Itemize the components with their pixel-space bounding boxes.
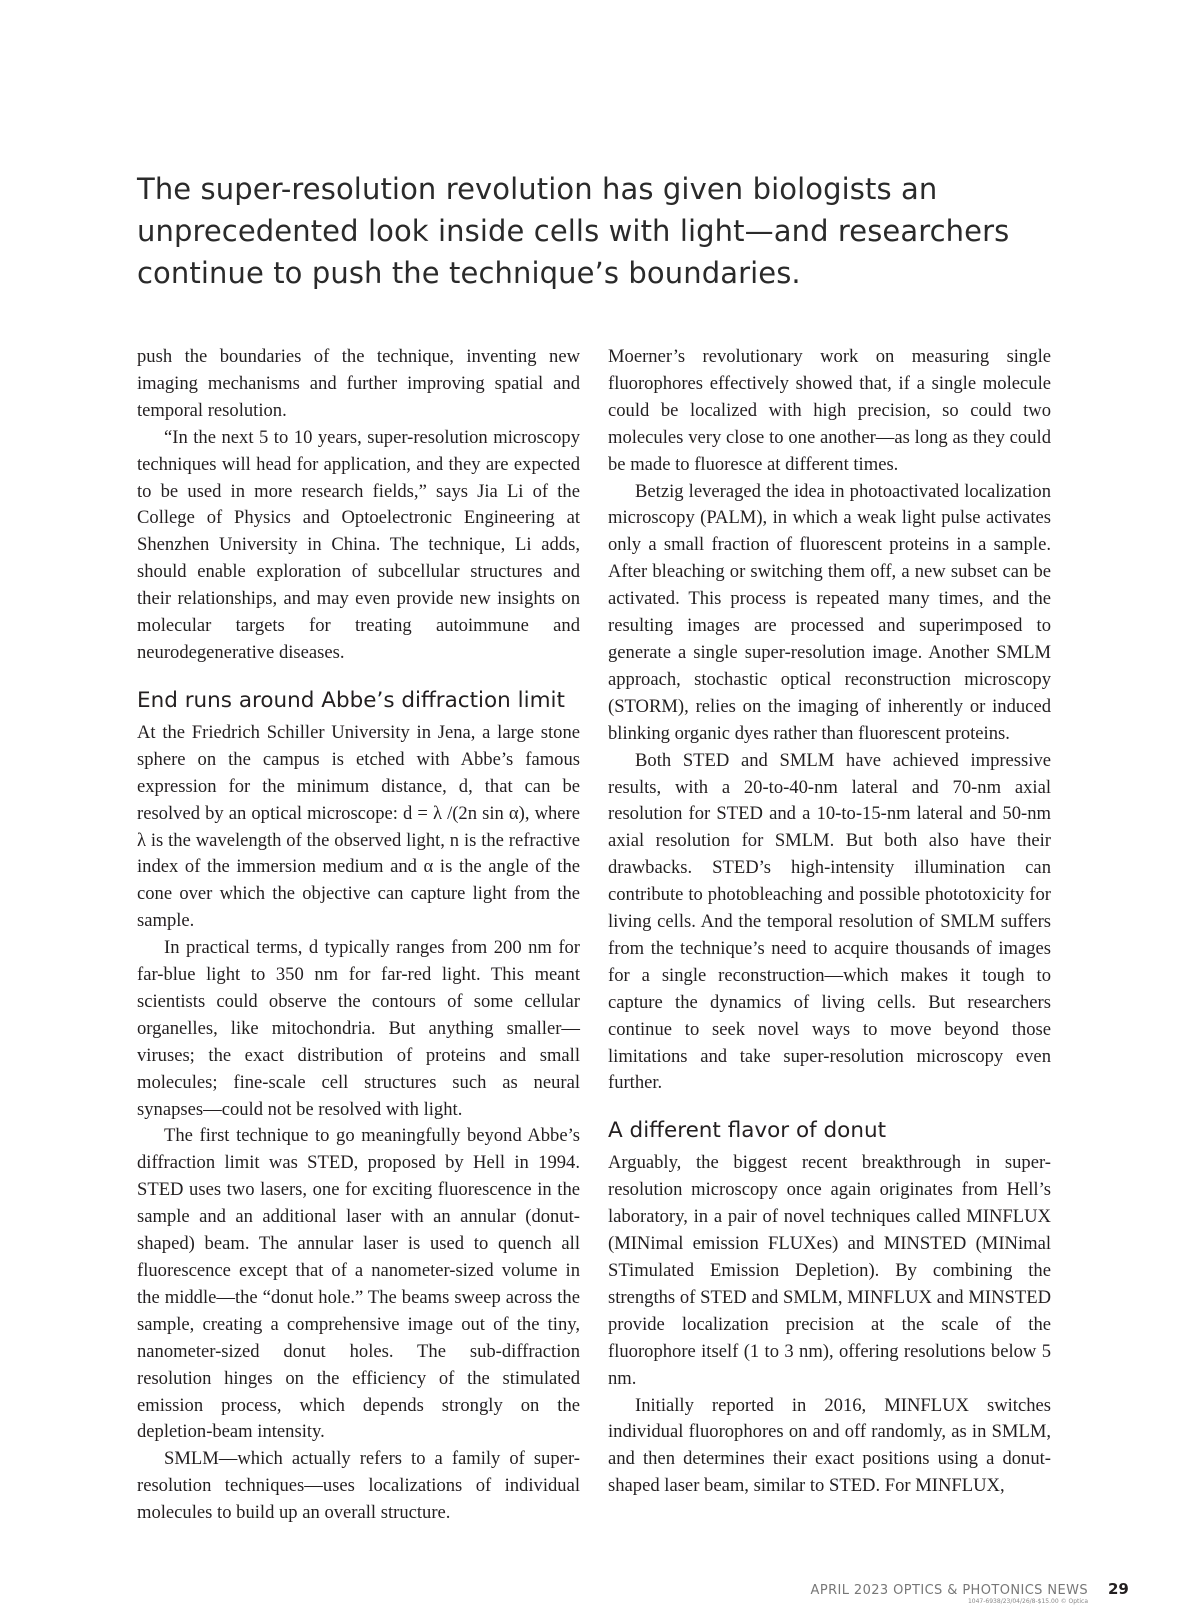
article-deck: The super-resolution revolution has given biologists an unprecedented look inside cells with light—and researchers continue to push the technique’s boundaries. <box>137 172 1010 290</box>
paragraph: Both STED and SMLM have achieved impressive results, with a 20-to-40-nm lateral and 70-nm axial resolution for STED and a 10-to-15-nm lateral and 50-nm axial resolution for SMLM. But both also have their drawbacks. STED’s high-intensity illumination can contribute to photobleaching and possible phototoxicity for living cells. And the temporal resolution of SMLM suffers from the technique’s need to acquire thousands of images for a single reconstruction—which makes it tough to capture the dynamics of living cells. But researchers continue to seek novel ways to move beyond those limitations and take super-resolution microscopy even further. <box>608 749 1051 1094</box>
paragraph: “In the next 5 to 10 years, super-resolution microscopy techniques will head for application, and they are expected to be used in more research fields,” says Jia Li of the College of Physics and Optoelectronic Engineering at Shenzhen University in China. The technique, Li adds, should enable exploration of subcellular structures and their relationships, and may even provide new insights on molecular targets for treating autoimmune and neurodegenerative diseases. <box>137 426 580 663</box>
paragraph: In practical terms, d typically ranges from 200 nm for far-blue light to 350 nm for far-red light. This meant scientists could observe the contours of some cellular organelles, like mitochondria. But anything smaller—viruses; the exact distribution of proteins and small molecules; fine-scale cell structures such as neural synapses—could not be resolved with light. <box>137 937 580 1120</box>
paragraph: At the Friedrich Schiller University in Jena, a large stone sphere on the campus is etched with Abbe’s famous expression for the minimum distance, d, that can be resolved by an optical microscope: d = λ /(2n sin α), where λ is the wavelength of the observed light, n is the refractive index of the immersion medium and α is the angle of the cone over which the objective can capture light from the sample. <box>137 721 580 932</box>
paragraph: The first technique to go meaningfully beyond Abbe’s diffraction limit was STED, proposed by Hell in 1994. STED uses two lasers, one for exciting fluorescence in the sample and an additional laser with an annular (donut-shaped) beam. The annular laser is used to quench all fluorescence except that of a nanometer-sized volume in the middle—the “donut hole.” The beams sweep across the sample, creating a comprehensive image out of the tiny, nanometer-sized donut holes. The sub-diffraction resolution hinges on the efficiency of the stimulated emission process, which depends strongly on the depletion-beam intensity. <box>137 1125 580 1443</box>
page-number: 29 <box>1108 1580 1129 1598</box>
paragraph: Moerner’s revolutionary work on measuring single fluorophores effectively showed that, if a single molecule could be localized with high precision, so could two molecules very close to one another—as long as they could be made to fluoresce at different times. <box>608 346 1051 475</box>
left-column <box>137 344 580 1527</box>
paragraph: Initially reported in 2016, MINFLUX switches individual fluorophores on and off randomly, as in SMLM, and then determines their exact positions using a donut-shaped laser beam, similar to STED. For MINFLUX, <box>608 1394 1051 1497</box>
paragraph: push the boundaries of the technique, inventing new imaging mechanisms and further improving spatial and temporal resolution. <box>137 346 580 421</box>
paragraph: SMLM—which actually refers to a family of super-resolution techniques—uses localizations of individual molecules to build up an overall structure. <box>137 1448 580 1524</box>
section-heading: End runs around Abbe’s diffraction limit <box>137 687 565 713</box>
paragraph: Betzig leveraged the idea in photoactivated localization microscopy (PALM), in which a weak light pulse activates only a small fraction of fluorescent proteins in a sample. After bleaching or switching them off, a new subset can be activated. This process is repeated many times, and the resulting images are processed and superimposed to generate a single super-resolution image. Another SMLM approach, stochastic optical reconstruction microscopy (STORM), relies on the imaging of inherently or induced blinking organic dyes rather than fluorescent proteins. <box>608 480 1051 744</box>
running-footer: APRIL 2023 OPTICS & PHOTONICS NEWS <box>810 1583 1088 1598</box>
right-column <box>608 344 1051 1500</box>
issn-line: 1047-6938/23/04/26/8-$15.00 © Optica <box>967 1598 1088 1605</box>
paragraph: Arguably, the biggest recent breakthrough in super-resolution microscopy once again originates from Hell’s laboratory, in a pair of novel techniques called MINFLUX (MINimal emission FLUXes) and MINSTED (MINimal STimulated Emission Depletion). By combining the strengths of STED and SMLM, MINFLUX and MINSTED provide localization precision at the scale of the fluorophore itself (1 to 3 nm), offering resolutions below 5 nm. <box>608 1152 1051 1389</box>
section-heading: A different flavor of donut <box>608 1118 886 1144</box>
